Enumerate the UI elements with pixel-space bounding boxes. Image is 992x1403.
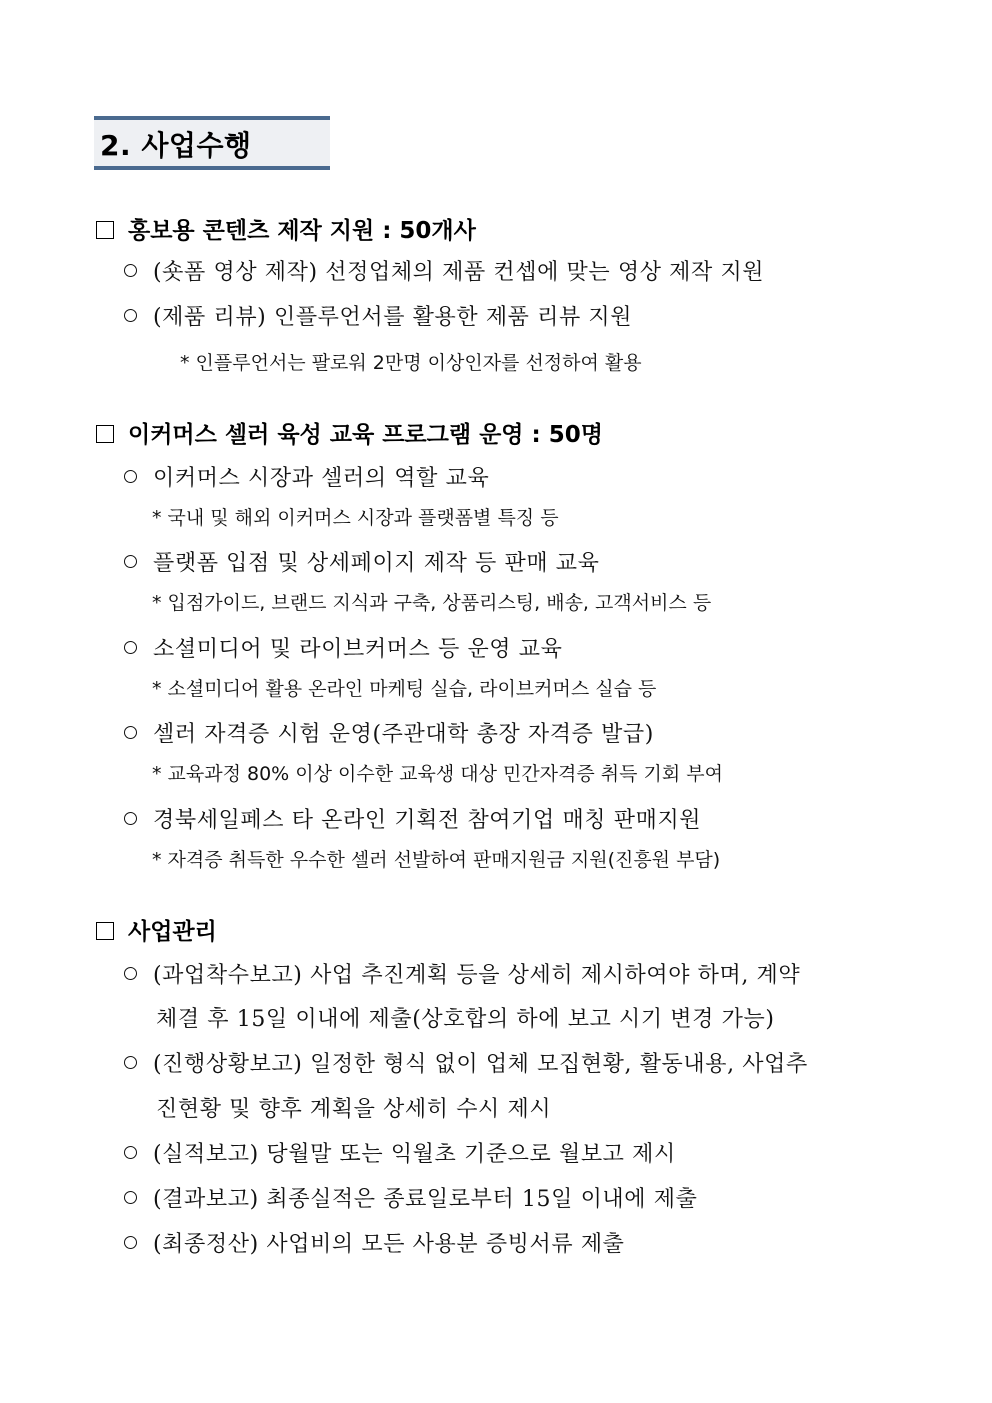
circle-bullet-icon <box>124 1056 137 1069</box>
checkbox-square-icon <box>96 221 114 239</box>
checkbox-square-icon <box>96 425 114 443</box>
heading-seller-education: 이커머스 셀러 육성 교육 프로그램 운영 : 50명 <box>96 416 603 449</box>
circle-bullet-icon <box>124 967 137 980</box>
list-item-continuation: 진현황 및 향후 계획을 상세히 수시 제시 <box>156 1097 552 1122</box>
circle-bullet-icon <box>124 1191 137 1204</box>
section-title: 2. 사업수행 <box>100 129 252 162</box>
list-item-continuation: 체결 후 15일 이내에 제출(상호합의 하에 보고 시기 변경 가능) <box>156 1007 775 1032</box>
note: * 교육과정 80% 이상 이수한 교육생 대상 민간자격증 취득 기회 부여 <box>152 763 723 785</box>
list-item: 소셜미디어 및 라이브커머스 등 운영 교육 <box>124 632 562 663</box>
list-item: 경북세일페스 타 온라인 기획전 참여기업 매칭 판매지원 <box>124 803 701 834</box>
list-item: 플랫폼 입점 및 상세페이지 제작 등 판매 교육 <box>124 546 600 577</box>
list-item: (결과보고) 최종실적은 종료일로부터 15일 이내에 제출 <box>124 1182 697 1213</box>
list-item: (제품 리뷰) 인플루언서를 활용한 제품 리뷰 지원 <box>124 300 632 331</box>
circle-bullet-icon <box>124 1236 137 1249</box>
list-item: (실적보고) 당월말 또는 익월초 기준으로 월보고 제시 <box>124 1137 676 1168</box>
checkbox-square-icon <box>96 922 114 940</box>
heading-project-management: 사업관리 <box>96 913 217 946</box>
note: * 인플루언서는 팔로워 2만명 이상인자를 선정하여 활용 <box>180 352 642 374</box>
circle-bullet-icon <box>124 812 137 825</box>
note: * 입점가이드, 브랜드 지식과 구축, 상품리스팅, 배송, 고객서비스 등 <box>152 592 712 614</box>
note: * 국내 및 해외 이커머스 시장과 플랫폼별 특징 등 <box>152 507 559 529</box>
list-item: 셀러 자격증 시험 운영(주관대학 총장 자격증 발급) <box>124 717 654 748</box>
list-item: (과업착수보고) 사업 추진계획 등을 상세히 제시하여야 하며, 계약 <box>124 958 800 989</box>
section-title-box <box>94 116 330 170</box>
circle-bullet-icon <box>124 1146 137 1159</box>
heading-promo-content: 홍보용 콘텐츠 제작 지원 : 50개사 <box>96 212 476 245</box>
list-item: (최종정산) 사업비의 모든 사용분 증빙서류 제출 <box>124 1227 625 1258</box>
circle-bullet-icon <box>124 264 137 277</box>
list-item: (숏폼 영상 제작) 선정업체의 제품 컨셉에 맞는 영상 제작 지원 <box>124 255 764 286</box>
circle-bullet-icon <box>124 555 137 568</box>
circle-bullet-icon <box>124 309 137 322</box>
circle-bullet-icon <box>124 726 137 739</box>
list-item: (진행상황보고) 일정한 형식 없이 업체 모집현황, 활동내용, 사업추 <box>124 1047 808 1078</box>
circle-bullet-icon <box>124 470 137 483</box>
note: * 자격증 취득한 우수한 셀러 선발하여 판매지원금 지원(진흥원 부담) <box>152 849 721 871</box>
note: * 소셜미디어 활용 온라인 마케팅 실습, 라이브커머스 실습 등 <box>152 678 657 700</box>
list-item: 이커머스 시장과 셀러의 역할 교육 <box>124 461 489 492</box>
circle-bullet-icon <box>124 641 137 654</box>
